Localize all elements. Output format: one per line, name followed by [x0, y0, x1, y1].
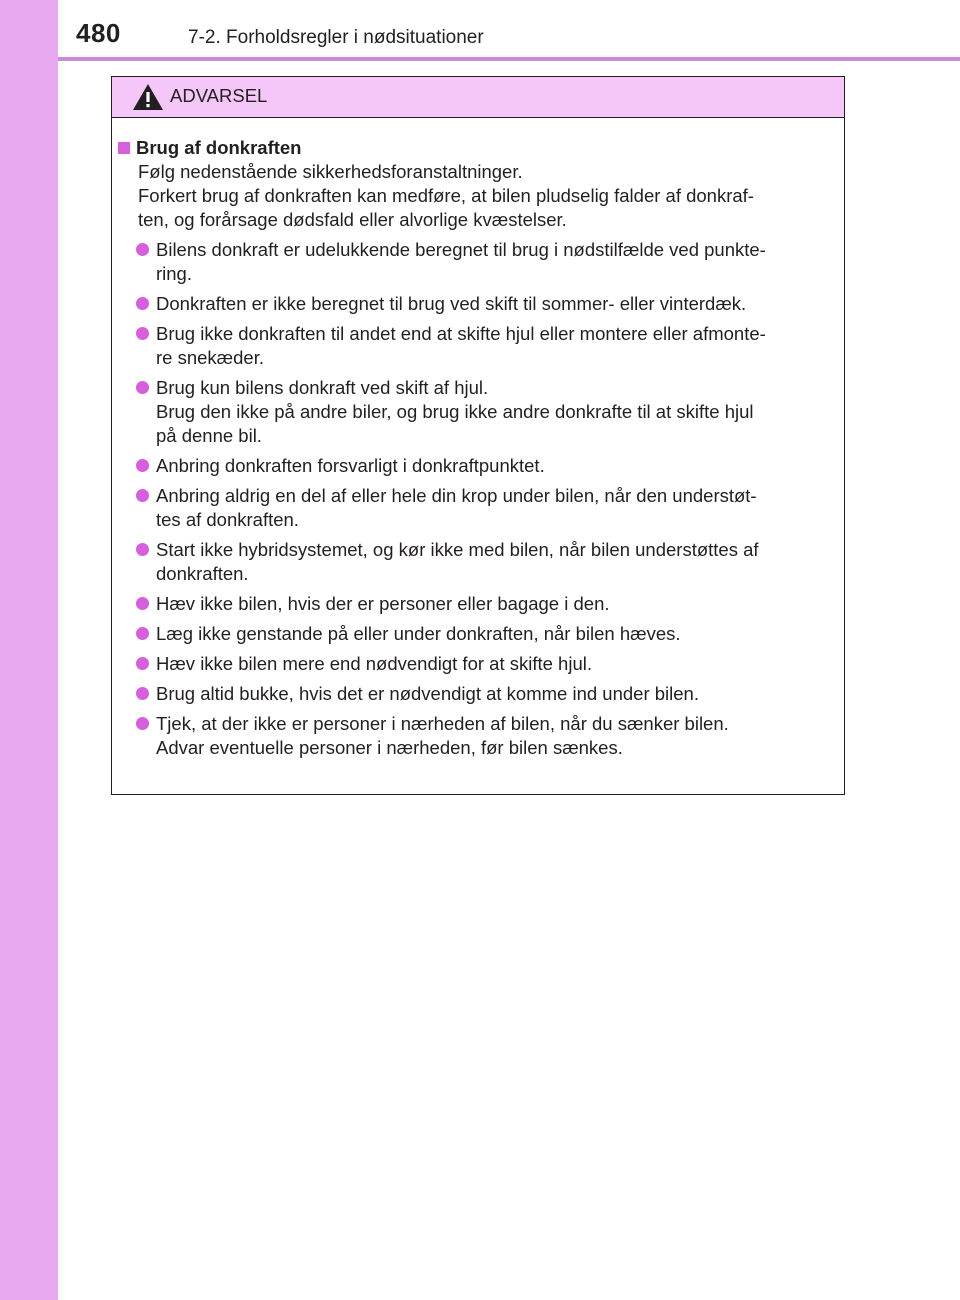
warning-heading — [118, 136, 836, 160]
round-bullet-icon — [136, 489, 149, 502]
round-bullet-icon — [136, 327, 149, 340]
warning-triangle-icon — [132, 83, 164, 111]
intro-line: Følg nedenstående sikkerhedsforanstaltninger. — [138, 161, 523, 182]
warning-heading-text: Brug af donkraften — [136, 137, 302, 158]
list-item — [118, 538, 836, 586]
round-bullet-icon — [136, 627, 149, 640]
warning-label: ADVARSEL — [170, 85, 268, 106]
list-item-line: Donkraften er ikke beregnet til brug ved skift til sommer- eller vinterdæk. — [156, 293, 747, 314]
list-item-line: Brug ikke donkraften til andet end at skifte hjul eller montere eller afmonte- — [156, 323, 766, 344]
list-item-line: Start ikke hybridsystemet, og kør ikke med bilen, når bilen understøttes af — [156, 539, 759, 560]
side-color-band — [0, 0, 58, 1300]
warning-box — [111, 76, 845, 795]
intro-line: ten, og forårsage dødsfald eller alvorlige kvæstelser. — [138, 209, 567, 230]
list-item — [118, 238, 836, 286]
warning-header — [112, 77, 844, 118]
list-item-line: Anbring donkraften forsvarligt i donkraftpunktet. — [156, 455, 545, 476]
header-rule — [58, 57, 960, 61]
list-item-line: Bilens donkraft er udelukkende beregnet til brug i nødstilfælde ved punkte- — [156, 239, 766, 260]
round-bullet-icon — [136, 297, 149, 310]
precaution-list — [118, 238, 836, 760]
round-bullet-icon — [136, 543, 149, 556]
round-bullet-icon — [136, 381, 149, 394]
round-bullet-icon — [136, 459, 149, 472]
list-item — [118, 652, 836, 676]
list-item-line: Advar eventuelle personer i nærheden, før bilen sænkes. — [156, 737, 623, 758]
square-bullet-icon — [118, 142, 130, 154]
list-item-line: Anbring aldrig en del af eller hele din krop under bilen, når den understøt- — [156, 485, 757, 506]
list-item-line: Hæv ikke bilen, hvis der er personer eller bagage i den. — [156, 593, 610, 614]
list-item — [118, 454, 836, 478]
list-item-line: Brug kun bilens donkraft ved skift af hjul. — [156, 377, 489, 398]
intro-line: Forkert brug af donkraften kan medføre, at bilen pludselig falder af donkraf- — [138, 185, 754, 206]
list-item — [118, 682, 836, 706]
list-item — [118, 484, 836, 532]
list-item — [118, 592, 836, 616]
list-item — [118, 322, 836, 370]
list-item-line: Brug den ikke på andre biler, og brug ikke andre donkrafte til at skifte hjul — [156, 401, 754, 422]
list-item-line: Brug altid bukke, hvis det er nødvendigt at komme ind under bilen. — [156, 683, 699, 704]
list-item-line: Hæv ikke bilen mere end nødvendigt for at skifte hjul. — [156, 653, 592, 674]
list-item — [118, 622, 836, 646]
list-item-line: Tjek, at der ikke er personer i nærheden af bilen, når du sænker bilen. — [156, 713, 729, 734]
list-item-line: på denne bil. — [156, 425, 262, 446]
round-bullet-icon — [136, 717, 149, 730]
list-item — [118, 376, 836, 448]
round-bullet-icon — [136, 687, 149, 700]
warning-intro — [138, 160, 836, 232]
list-item-line: ring. — [156, 263, 192, 284]
list-item-line: Læg ikke genstande på eller under donkraften, når bilen hæves. — [156, 623, 681, 644]
round-bullet-icon — [136, 597, 149, 610]
warning-body — [112, 118, 844, 760]
round-bullet-icon — [136, 657, 149, 670]
list-item — [118, 712, 836, 760]
section-title: 7-2. Forholdsregler i nødsituationer — [188, 27, 484, 48]
list-item-line: re snekæder. — [156, 347, 264, 368]
round-bullet-icon — [136, 243, 149, 256]
list-item — [118, 292, 836, 316]
page-number: 480 — [76, 18, 121, 48]
list-item-line: donkraften. — [156, 563, 249, 584]
list-item-line: tes af donkraften. — [156, 509, 299, 530]
